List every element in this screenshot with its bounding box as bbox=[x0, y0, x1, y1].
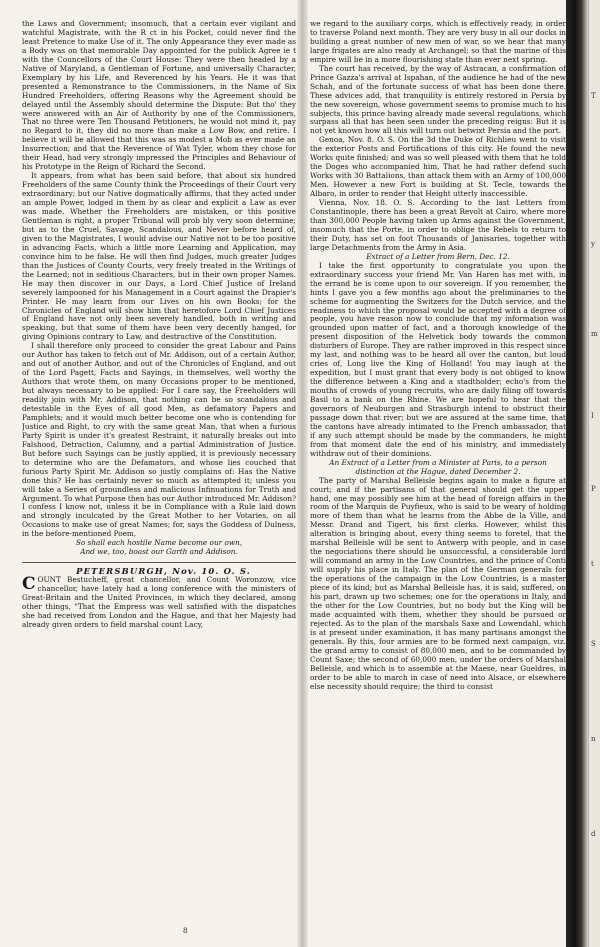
article-paragraph: Vienna, Nov. 18. O. S. According to the last Letters from Constantinople, there has been a great Revolt at Cairo, where more than 300,000 People having taken up Arms against the Government, insomuch that the Porte, in order to oblige the Rebels to return to their Duty, has set on foot Thousands of Janisaries, together with large Detachments from the Army in Asia. bbox=[310, 198, 566, 252]
book-binding bbox=[566, 0, 588, 947]
facing-page-edge bbox=[588, 0, 600, 947]
minister-text: The party of Marshal Belleisle begins again to make a figure at court; and if the partisans of that general should get the upper hand, one may possibly see him at the head of foreign affairs in the room of the Marquis de Puyfieux, who is said to be weary of holding more of them than what he learns from the Abbe de la Ville, and Messr. Drand and Tigert, his first clerks. However, whilst this alteration is bringing about, every thing seems to foretel, that the marshal Belleisle will be sent to Antwerp with people, and in case the negociations there should be unsuccessful, a considerable lord will command an army in the Low Countries, and the prince of Conti will supply his place in Italy. The plan of the German generals for the operations of the campaign in the Low Countries, is a master piece of its kind; but as Marshal Belleisle has, it is said, suffered, on his part, drawn up two schemes; one for the operations in Italy, and the other for the Low Countries, but no body but the King will be made acquainted with them, whether they should be pursued or rejected. As to the plan of the marshals Saxe and Lowendahl, which is at present under examination, it has many partisans amongst the generals. By this, four armies are to be formed next campaign, viz. the grand army to consist of 80,000 men, and to be commanded by Count Saxe; the second of 60,000 men, under the orders of Marshal Belleisle, and which is to assemble at the Maese, near Gueldres, in order to be able to march in case of need into Alsace, or elsewhere else necessity should require; the third to consist bbox=[310, 475, 566, 691]
margin-letter: I bbox=[591, 412, 594, 420]
article-paragraph: we regard to the auxiliary corps, which is effectively ready, in order to traverse Poland next month. They are very busy in all our docks in building a great number of new men of war, so we hear that many large frigates are also ready at Archangel; so that the marine of this empire will be in a more flourishing state than ever next spring. bbox=[310, 20, 566, 64]
article-paragraph: It appears, from what has been said before, that about six hundred Freeholders of the same County think the Proceedings of their Court very extraordinary; but our Native dogmatically affirms, that they acted under an ample Power, lodged in them by as clear and explicit a Law as ever was made. Whether the Freeholders are mistaken, or this positive Gentleman is right, a proper Tribunal will prob bly very soon determine; but as to the Cruel, Savage, Scandalous, and Never before heard of, given to the Magistrates, I would advise our Native not to be too positive in advancing Facts, which a little more Learning and Application, may convince him to be false. He will then find Judges, much greater Judges than the Justices of County Courts, very freely treated in the Writings of the Learned; not in seditious Characters, but in their own proper Names. He may then discover in our Days, a Lord Chief Justice of Ireland severely lampooned for his Management in a Court against the Drapier's Printer. He may learn from our Lives on his own Books; for the Chronicles of England will show him that heretofore Lord Chief Justices of England have not only been severely handled, both in writing and speaking, but that some of them have been very decently hanged, for giving Opinions contrary to Law, and destructive of the Constitution. bbox=[22, 171, 296, 342]
extract-text: I take the first opportunity to congratulate you upon the extraordinary success your friend Mr. Van Haren has met with, in the errand he is come upon to our sovereign. If you remember, the hints I gave you a few months ago about the preliminaries to the scheme for augmenting the Switzers for the Dutch service, and the readiness to which the proposal would be accepted with a degree of people, you have reason now to conclude that my information was grounded upon matter of fact, and a thorough knowledge of the present disposition of the Helvetick body towards the common disturbers of Europe. They are rather improved in this respect since my last, and nothing was to be heard all over the canton, but loud cries of, Long live the King of Holland! You may laugh at the expedition, but I must grant that every body is not obliged to know the difference between a King and a stadtholder; echo's from the mouths of crowds of young recruits, who are daily filing off towards Basil to a bank on the Rhine. We are hopeful to hear that the governors of Neuburgen and Strasburgh intend to obstruct their passage down that river; but we are assured at the same time, that the cantons have already intimated to the French ambassador, that if any such attempt should be made by the commanders, he might from that moment date the end of his ministry, and immediately withdraw out of their dominions. bbox=[310, 260, 566, 458]
margin-letter: t bbox=[591, 560, 594, 568]
drop-cap: C bbox=[22, 574, 36, 595]
page-gutter bbox=[297, 0, 308, 947]
extract-heading: Extract of a Letter from Bern, Dec. 12. bbox=[366, 251, 510, 261]
left-column bbox=[22, 20, 296, 935]
article-paragraph: the Laws and Government; insomuch, that a certain ever vigilant and watchful Magistrate, with the R ct in his Pocket, could never find the least Pretence to make Use of it. The only Appearance they ever made as a Body was on that memorable Day appointed for the publick Agree ie t with the Councellors of the Court House: They were then headed by a Native of Maryland, a Gentleman of Fortune, and universally Character, Exemplary by his Life, and Reverenced by his Years. He it was that presented a Remonstrance to the Commissioners, in the Name of Six Hundred Freeholders, offering Reasons why the Agreement should be delayed until the Assembly should determine the Dispute: But tho' they were answered with an Air of Authority by one of the Commissioners, That no three were Ten Thousand Petitioners, he would not mind it, pay no Regard to it, they did no more than make a Low Bow, and retire. I believe it will be allowed that this was as modest a Mob as ever made an Insurrection; and that the Reverence of Wat Tyler, whom they chose for their Head, had very strongly impressed the Principles and Behaviour of his Prototype in the Reign of Richard the Second. bbox=[22, 20, 296, 172]
petersburgh-dateline: PETERSBURGH, Nov. 10. O. S. bbox=[22, 562, 296, 576]
page-number: 8 bbox=[183, 927, 188, 935]
minister-heading: An Extract of a Letter from a Minister at Paris, to a person distinction at the Hague, dated December 2. bbox=[329, 457, 547, 476]
verse-line: And we, too, boast our Garth and Addison. bbox=[80, 547, 238, 557]
margin-letter: T bbox=[591, 92, 596, 100]
petersburgh-text: OUNT Bestucheff, great chancellor, and Count Woronzow, vice chancellor, have lately had a long conference with the ministers of Great-Britain and the United Provinces, in which they declared, among other things, "That the Empress was well satisfied with the dispatches she had received from London and the Hague, and that her Majesty had already given orders to field marshal count Lacy, bbox=[22, 575, 296, 629]
petersburgh-article bbox=[22, 576, 296, 630]
right-column bbox=[310, 20, 566, 860]
margin-letter: d bbox=[591, 830, 596, 838]
margin-letter: m bbox=[591, 330, 598, 338]
margin-letter: y bbox=[591, 240, 595, 248]
verse-line: So shall each hostile Name become our own, bbox=[75, 538, 243, 548]
margin-letter: P bbox=[591, 485, 596, 493]
article-paragraph: The court has received, by the way of Astracan, a confirmation of Prince Gazza's arrival at Ispahan, of the audience he had of the new Schah, and of the fortunate success of what has been done there. These advices add, that tranquility is entirely restored in Persia by the new sovereign, whose government seems to promise much to his subjects, this prince having already made several regulations, which surpass all that has been seen under the preceding reigns: But it is not yet known how all this will turn out betwixt Persia and the port. bbox=[310, 63, 566, 136]
article-paragraph: Genoa, Nov. 8. O. S. On the 3d the Duke of Richlieu went to visit the exterior Posts and Fortifications of this city. He found the new Works quite finished; and was so well pleased with them that he told the Doges who accompanied him, That he had rather defend such Works with 30 Battalions, than attack them with an Army of 100,000 Men. However a new Fort is building at St. Tecle, towards the Albaro, in order to render that Height utterly inaccessible. bbox=[310, 135, 566, 199]
article-paragraph: I shall therefore only proceed to consider the great Labour and Pains our Author has taken to fetch out of Mr. Addison, out of a certain Author, and out of another Author, and out of the Chronicles of England, and out of the Lord Pagett, Facts and Sayings, in themselves, well worthy the Authors that wrote them, on many Occasions proper to be mentioned, but always necessary to be applied: For I care say, the Freeholders will readily join with Mr. Addison, that nothing can be so scandalous and detestable in the Eyes of all good Men, as defamatory Papers and Pamphlets; and it would much better become one who is contending for Justice and Right, to cry with the same great Man, that when a furious Party Spirit is under it's greatest Restraint, it naturally breaks out into Falshood, Detraction, Calumny, and a partial Administration of Justice. But before such Sayings can be justly applied, it is previously necessary to determine who are the Defamators, and whose lies couched that furious Party Spirit Mr. Addison so justly complains of: Has the Native done this? He has certainly never so much as attempted it; unless you will take a Series of groundless and malicious Infinuations for Truth and Argument. To what Purpose then has our Author introduced Mr. Addison? I confess I know not, unless it be in Compliance with a Rule laid down and strongly inculcated by the Great Mother to her Votaries, on all Occasions to make use of great Names; for, says the Goddess of Dulness, in the before-mentioned Poem, bbox=[22, 341, 296, 539]
margin-letter: S bbox=[591, 640, 596, 648]
margin-letter: n bbox=[591, 735, 596, 743]
